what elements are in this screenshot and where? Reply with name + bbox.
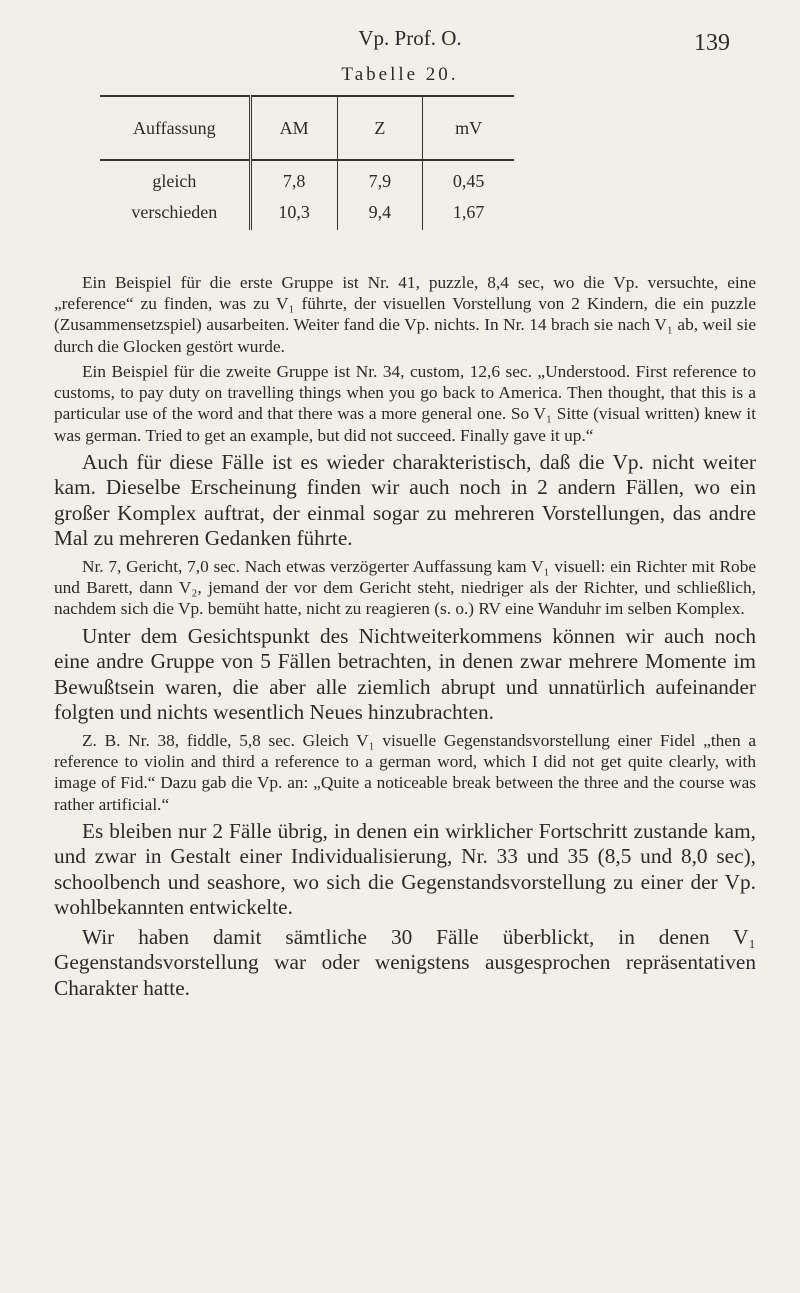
running-head-title: Vp. Prof. O.: [358, 26, 462, 50]
table-cell: 0,45: [452, 171, 485, 191]
table-row: [100, 160, 514, 199]
paragraph-example-fiddle: Z. B. Nr. 38, fiddle, 5,8 sec. Gleich V₁ visuelle Gegenstandsvorstellung einer Fidel „then a reference to violin and third a reference to a german word, which I did not get quite clearly, with image of Fid.“ Dazu gab die Vp. an: „Quite a noticeable break between the three and the course was rather artificial.“: [54, 731, 756, 814]
table-caption: Tabelle 20.: [341, 64, 459, 85]
table-cell: gleich: [100, 160, 250, 199]
column-header-auffassung: Auffassung: [100, 96, 250, 160]
paragraph-conclusion: Wir haben damit sämtliche 30 Fälle überblickt, in denen V₁ Gegenstandsvorstellung war oder wenigstens ausgesprochen repräsentativen Charakter hatte.: [54, 925, 756, 1000]
table-cell: verschieden: [100, 199, 250, 230]
paragraph-example-gericht: Nr. 7, Gericht, 7,0 sec. Nach etwas verzögerter Auffassung kam V₁ visuell: ein Richter mit Robe und Barett, dann V₂, jemand der vor dem Gericht steht, niedriger als der Richter, und schließlich, nachdem sich die Vp. bemüht hatte, nicht zu reagieren (s. o.) RV eine Wanduhr im selben Komplex.: [54, 557, 756, 619]
table-cell: 7,9: [337, 160, 423, 199]
table-cell: 1,67: [452, 202, 485, 222]
paragraph-nichtweiterkommen: Unter dem Gesichtspunkt des Nichtweiterkommens können wir auch noch eine andre Gruppe von 5 Fällen betrachten, in denen zwar mehrere Momente im Bewußtsein waren, die aber alle ziemlich abrupt und unnatürlich aufeinander folgten und nichts wesentlich Neues hinzubrachten.: [54, 624, 756, 725]
table-header-row: [100, 96, 514, 160]
table-cell: 9,4: [337, 199, 423, 230]
page-number: 139: [694, 30, 730, 56]
column-header-am: AM: [250, 96, 337, 160]
column-header-z: Z: [337, 96, 423, 160]
table-cell: 10,3: [250, 199, 337, 230]
column-header-mv: mV: [423, 96, 514, 160]
data-table: [100, 95, 514, 230]
paragraph-example-second-group: Ein Beispiel für die zweite Gruppe ist Nr. 34, custom, 12,6 sec. „Understood. First reference to customs, to pay duty on travelling things when you go back to America. Then thought, that this is a particular use of the word and that there was a more general one. So V₁ Sitte (visual written) knew it was german. Tried to get an example, but did not succeed. Finally gave it up.“: [54, 362, 756, 445]
paragraph-characteristic: Auch für diese Fälle ist es wieder charakteristisch, daß die Vp. nicht weiter kam. Dieselbe Erscheinung finden wir auch noch in 2 andern Fällen, wo ein großer Komplex auftrat, der einmal sogar zu mehreren Vorstellungen, das andre Mal zu mehreren Gedanken führte.: [54, 450, 756, 551]
table-cell: 7,8: [250, 160, 337, 199]
paragraph-fortschritt: Es bleiben nur 2 Fälle übrig, in denen ein wirklicher Fortschritt zustande kam, und zwar in Gestalt einer Individualisierung, Nr. 33 und 35 (8,5 und 8,0 sec), schoolbench und seashore, wo sich die Gegenstandsvorstellung zu einer der Vp. wohlbekannten entwickelte.: [54, 819, 756, 920]
paragraph-example-first-group: Ein Beispiel für die erste Gruppe ist Nr. 41, puzzle, 8,4 sec, wo die Vp. versuchte, eine „reference“ zu finden, was zu V₁ führte, der visuellen Vorstellung von 2 Kindern, die ein puzzle (Zusammensetzspiel) ausarbeiten. Weiter fand die Vp. nichts. In Nr. 14 brach sie nach V₁ ab, weil sie durch die Glocken gestört wurde.: [54, 273, 756, 356]
table-row: [100, 199, 514, 230]
